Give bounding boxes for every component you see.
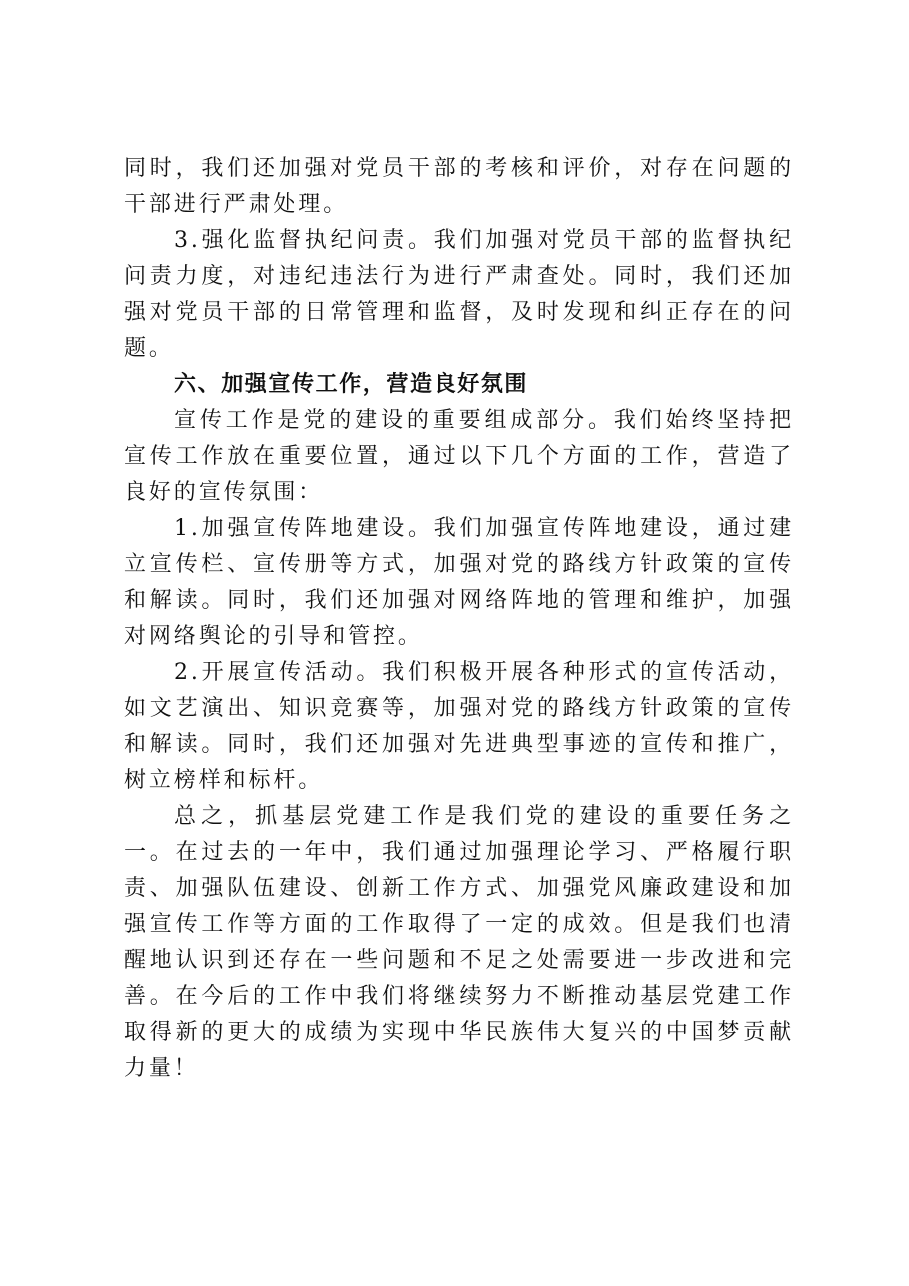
paragraph-intro: 宣传工作是党的建设的重要组成部分。我们始终坚持把宣传工作放在重要位置，通过以下几个方面的工作，营造了良好的宣传氛围：	[124, 408, 794, 505]
section-heading-6: 六、加强宣传工作，营造良好氛围	[174, 372, 529, 397]
document-body	[124, 151, 794, 1087]
paragraph-continuation: 同时，我们还加强对党员干部的考核和评价，对存在问题的干部进行严肃处理。	[124, 156, 794, 217]
paragraph-conclusion: 总之，抓基层党建工作是我们党的建设的重要任务之一。在过去的一年中，我们通过加强理论学习、严格履行职责、加强队伍建设、创新工作方式、加强党风廉政建设和加强宣传工作等方面的工作取得了一定的成效。但是我们也清醒地认识到还存在一些问题和不足之处需要进一步改进和完善。在今后的工作中我们将继续努力不断推动基层党建工作取得新的更大的成绩为实现中华民族伟大复兴的中国梦贡献力量！	[124, 804, 794, 1081]
paragraph-item-3: 3.强化监督执纪问责。我们加强对党员干部的监督执纪问责力度，对违纪违法行为进行严肃查处。同时，我们还加强对党员干部的日常管理和监督，及时发现和纠正存在的问题。	[124, 228, 794, 361]
paragraph-item-1: 1.加强宣传阵地建设。我们加强宣传阵地建设，通过建立宣传栏、宣传册等方式，加强对党的路线方针政策的宣传和解读。同时，我们还加强对网络阵地的管理和维护，加强对网络舆论的引导和管控。	[124, 516, 794, 649]
paragraph-item-2: 2.开展宣传活动。我们积极开展各种形式的宣传活动，如文艺演出、知识竞赛等，加强对党的路线方针政策的宣传和解读。同时，我们还加强对先进典型事迹的宣传和推广，树立榜样和标杆。	[124, 660, 794, 793]
